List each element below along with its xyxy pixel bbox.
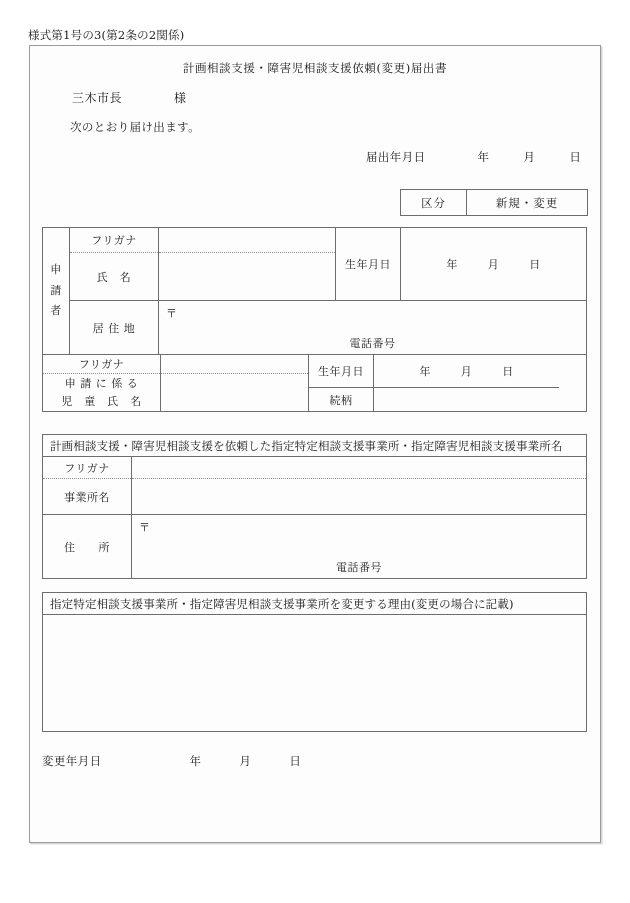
child-name-label-line1: 申 請 に 係 る (64, 377, 139, 391)
child-name-label-line2: 児 童 氏 名 (61, 394, 142, 408)
classification-box (400, 189, 588, 216)
office-address-label: 住 所 (64, 540, 110, 554)
applicant-name-label: 氏 名 (96, 270, 132, 284)
statement-text: 次のとおり届け出ます。 (70, 120, 200, 134)
reason-table (42, 592, 587, 732)
office-table (42, 434, 587, 579)
child-relationship-label: 続柄 (329, 393, 353, 407)
office-name-label: 事業所名 (64, 490, 110, 504)
child-birthdate-label: 生年月日 (309, 355, 373, 388)
addressee-honorific: 様 (174, 91, 187, 105)
change-date-label: 変更年月日 (42, 754, 102, 768)
child-birthdate-input[interactable] (374, 355, 559, 388)
applicant-furigana-label: フリガナ (70, 228, 158, 253)
change-date-line (42, 753, 301, 769)
applicant-birth-day: 日 (529, 258, 541, 271)
applicant-birthdate-input[interactable] (400, 228, 586, 300)
child-furigana-input[interactable] (161, 355, 308, 374)
document-page (29, 45, 601, 843)
applicant-tel-label: 電話番号 (349, 337, 396, 350)
addressee (72, 89, 187, 106)
addressee-name: 三木市長 (72, 91, 123, 105)
office-tel-label: 電話番号 (336, 561, 382, 574)
classification-label: 区分 (401, 190, 467, 215)
postal-mark-icon: 〒 (139, 521, 151, 534)
applicant-vertical-label: 申 請 者 (43, 228, 69, 355)
classification-value[interactable]: 新規・変更 (495, 195, 559, 210)
child-birth-year: 年 (419, 365, 431, 378)
change-date-day: 日 (289, 754, 302, 768)
applicant-furigana-input[interactable] (159, 228, 335, 253)
submission-date-label: 届出年月日 (366, 150, 426, 164)
applicant-birth-month: 月 (487, 258, 500, 271)
change-date-year: 年 (189, 754, 202, 768)
reason-table-header: 指定特定相談支援事業所・指定障害児相談支援事業所を変更する理由(変更の場合に記載) (43, 593, 586, 615)
office-name-input[interactable] (132, 479, 586, 514)
applicant-name-input[interactable] (159, 253, 335, 300)
document-title: 計画相談支援・障害児相談支援依頼(変更)届出書 (182, 61, 448, 75)
form-number: 様式第1号の3(第2条の2関係) (28, 28, 185, 42)
submission-date-year: 年 (477, 150, 490, 164)
office-furigana-label: フリガナ (43, 457, 131, 479)
office-address-input[interactable] (131, 515, 586, 578)
applicant-birthdate-label: 生年月日 (335, 228, 400, 300)
submission-date-month: 月 (523, 150, 536, 164)
applicant-residence-input[interactable] (158, 301, 586, 354)
submission-date-line (366, 149, 581, 165)
postal-mark-icon: 〒 (166, 307, 178, 320)
office-furigana-input[interactable] (132, 457, 586, 479)
applicant-residence-label: 居 住 地 (92, 321, 136, 335)
change-date-month: 月 (239, 754, 252, 768)
child-birth-day: 日 (502, 365, 514, 378)
office-table-header: 計画相談支援・障害児相談支援を依頼した指定特定相談支援事業所・指定障害児相談支援事業所名 (43, 435, 586, 457)
submission-date-day: 日 (569, 150, 582, 164)
child-name-input[interactable] (161, 374, 308, 411)
applicant-table (42, 227, 587, 412)
reason-textarea[interactable] (43, 615, 586, 732)
applicant-birth-year: 年 (446, 258, 458, 271)
child-furigana-label: フリガナ (43, 355, 160, 374)
child-relationship-input[interactable] (374, 388, 559, 411)
child-birth-month: 月 (460, 365, 473, 378)
child-name-label (43, 374, 160, 411)
